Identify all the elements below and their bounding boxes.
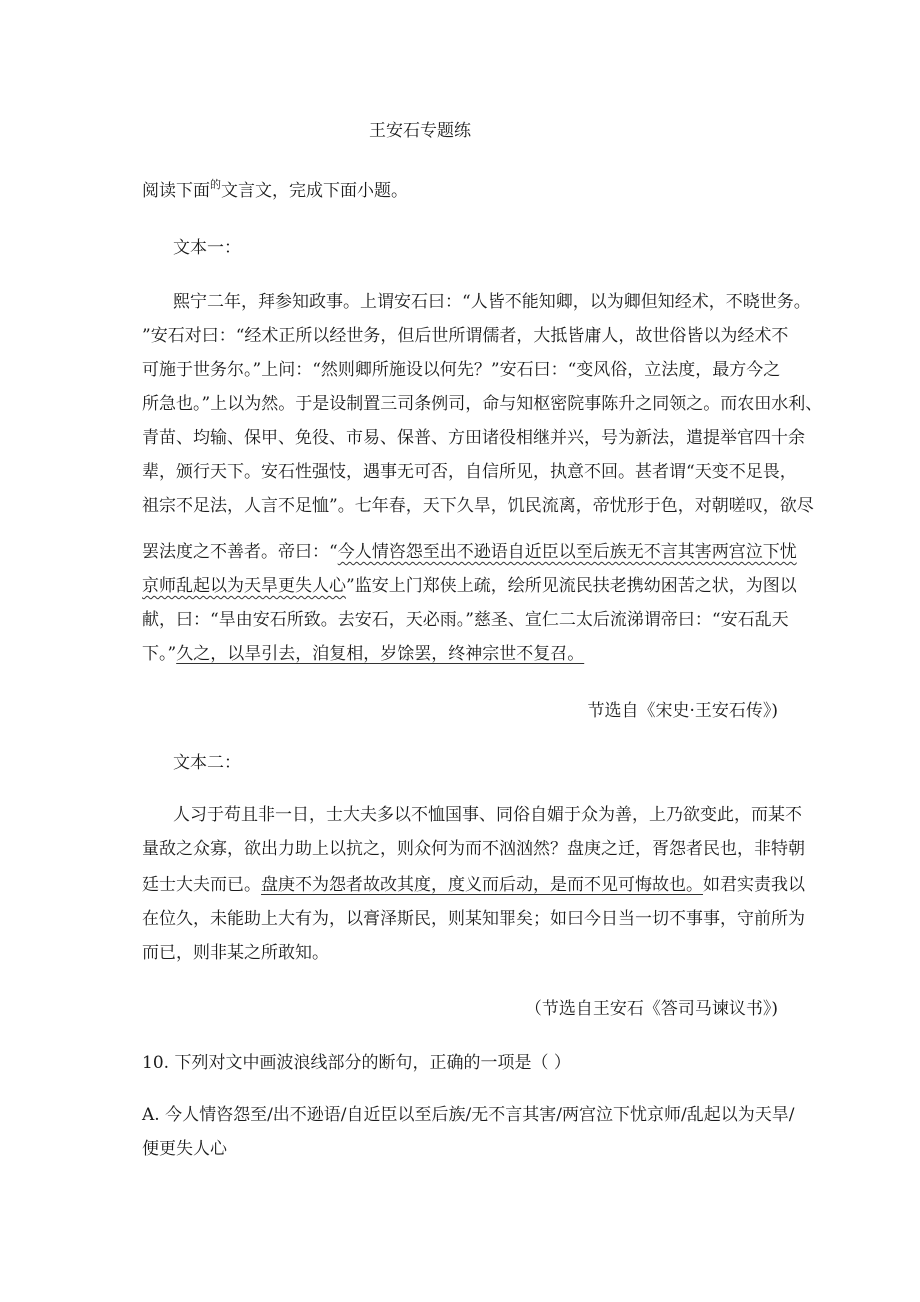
text1-plain-segment: 罢法度之不善者。帝曰：“ [142,542,338,562]
text1-line: 青苗、均输、保甲、免役、市易、保普、方田诸役相继并兴，号为新法，遣提举官四十余 [142,428,805,448]
instruction-superscript: 的 [210,178,221,191]
page-title: 王安石专题练 [369,121,471,141]
text2-plain-segment: 如君实责我以 [703,875,805,895]
text1-line: 祖宗不足法，人言不足恤”。七年春，天下久旱，饥民流离，帝忧形于色，对朝嗟叹，欲尽 [142,496,814,516]
text1-line: ”安石对曰：“经术正所以经世务，但后世所谓儒者，大抵皆庸人，故世俗皆以为经术不 [142,326,789,346]
text1-source: 节选自《宋史·王安石传》) [587,701,778,721]
text2-source: （节选自王安石《答司马谏议书》) [524,999,778,1019]
text1-plain-segment: 下。” [142,644,177,664]
text2-line [142,874,805,896]
option-a: A. 今人情咨怨至/出不逊语/自近臣以至后族/无不言其害/两宫泣下忧京师/乱起以为天旱/ [142,1105,795,1125]
option-a-continuation: 便更失人心 [142,1139,227,1159]
text2-line: 而已，则非某之所敢知。 [142,943,329,963]
wavy-underlined-segment: 今人情咨怨至出不逊语自近臣以至后族无不言其害两宫泣下忧 [337,542,797,562]
wavy-underlined-segment: 京师乱起以为天旱更失人心 [142,576,346,596]
instruction-after: 文言文，完成下面小题。 [221,181,408,201]
text1-label: 文本一： [173,238,241,258]
text1-line: 可施于世务尔。”上问：“然则卿所施设以何先？”安石曰：“变风俗，立法度，最方今之 [142,360,781,380]
underlined-segment: 盘庚不为怨者故改其度，度义而后动，是而不见可悔故也。 [261,875,703,895]
text2-line: 量敌之众寡，欲出力助上以抗之，则众何为而不汹汹然？盘庚之迁，胥怨者民也，非特朝 [142,839,805,859]
text1-line: 献，曰：“旱由安石所致。去安石，天必雨。”慈圣、宣仁二太后流涕谓帝曰：“安石乱天 [142,610,789,630]
text1-line: 辈，颁行天下。安石性强忮，遇事无可否，自信所见，执意不回。甚者谓“天变不足畏， [142,462,797,482]
text1-line [142,643,584,665]
text2-line: 在位久，未能助上大有为，以膏泽斯民，则某知罪矣；如曰今日当一切不事事，守前所为 [142,909,805,929]
text1-plain-segment: ”监安上门郑侠上疏，绘所见流民扶老携幼困苦之状，为图以 [346,576,797,596]
underlined-segment: 久之，以旱引去，洎复相，岁馀罢，终神宗世不复召。 [176,644,585,664]
text1-line [142,575,797,597]
text1-line [142,541,797,563]
question-stem: 10. 下列对文中画波浪线部分的断句，正确的一项是（ ） [142,1053,571,1073]
instruction-before: 阅读下面 [142,181,210,201]
instruction [142,180,408,204]
text2-line: 人习于苟且非一日，士大夫多以不恤国事、同俗自媚于众为善，上乃欲变此，而某不 [173,805,802,825]
text2-plain-segment: 廷士大夫而已。 [142,875,261,895]
text2-label: 文本二： [173,753,241,773]
text1-line: 熙宁二年，拜参知政事。上谓安石曰：“人皆不能知卿，以为卿但知经术，不晓世务。 [173,292,811,312]
text1-line: 所急也。”上以为然。于是设制置三司条例司，命与知枢密院事陈升之同领之。而农田水利、 [142,394,823,414]
